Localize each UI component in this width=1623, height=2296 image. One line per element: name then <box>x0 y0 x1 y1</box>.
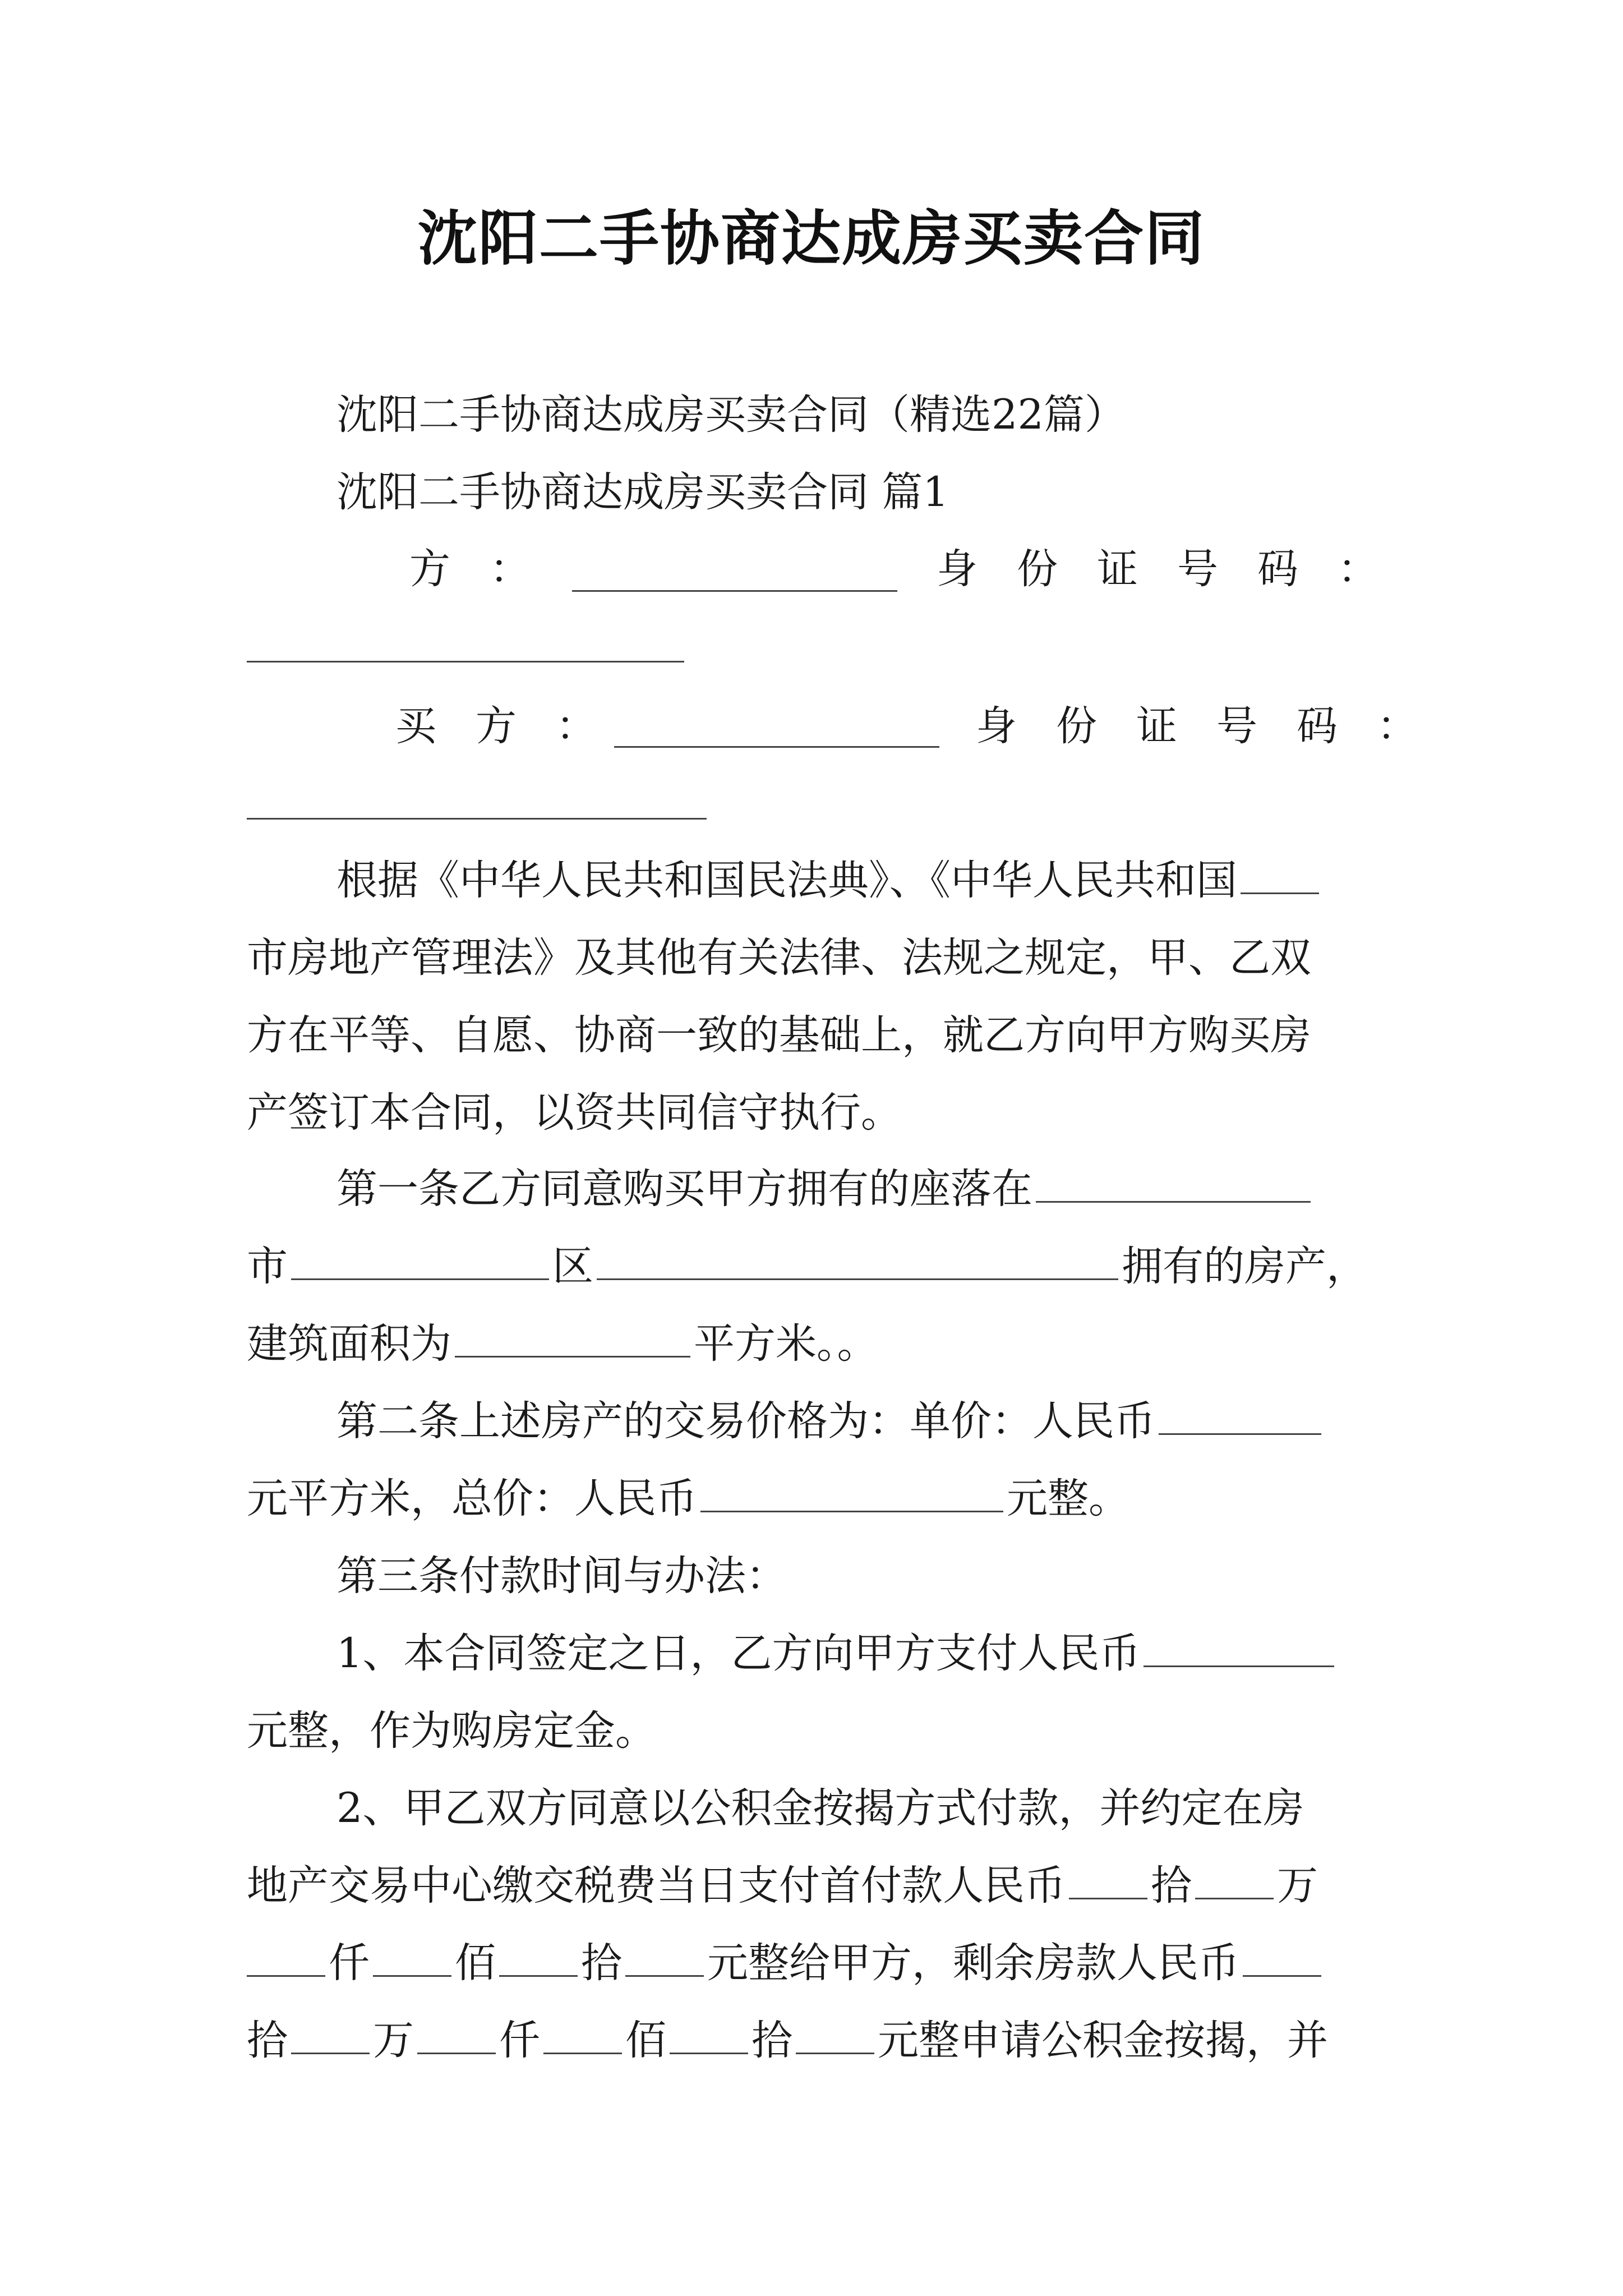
document-title: 沈阳二手协商达成房买卖合同 <box>418 203 1205 273</box>
article-1-line: 建筑面积为 平方米。。 <box>247 1316 878 1372</box>
article-3-line: 第三条付款时间与办法： <box>336 1552 787 1600</box>
article-1-line: 市 区 拥有的房产， <box>247 1239 1367 1295</box>
item-2-line: 拾 万 仟 佰 拾 元整申请公积金按揭，并 <box>247 2013 1328 2069</box>
paragraph-line: 根据《中华人民共和国民法典》、《中华人民共和国 <box>336 853 1322 909</box>
seller-label: 方： <box>409 545 570 593</box>
paragraph-line: 产签订本合同，以资共同信守执行。 <box>247 1089 902 1137</box>
seller-id-blank <box>247 661 684 662</box>
document-subtitle: 沈阳二手协商达成房买卖合同（精选22篇） <box>336 391 1126 439</box>
article-2-line: 第二条上述房产的交易价格为：单价：人民币 <box>336 1393 1325 1450</box>
buyer-name-blank <box>614 746 939 748</box>
seller-id-label: 身份证号码： <box>937 545 1418 593</box>
paragraph-line: 方在平等、自愿、协商一致的基础上，就乙方向甲方购买房 <box>247 1011 1311 1059</box>
article-1-line: 第一条乙方同意购买甲方拥有的座落在 <box>336 1161 1314 1217</box>
item-2-line: 仟 佰 拾 元整给甲方，剩余房款人民币 <box>247 1935 1325 1991</box>
item-2-line: 地产交易中心缴交税费当日支付首付款人民币 拾 万 <box>247 1858 1318 1914</box>
buyer-id-blank <box>247 818 707 820</box>
seller-name-blank <box>572 590 897 592</box>
buyer-id-label: 身份证号码： <box>976 702 1457 750</box>
item-1-line: 1、本合同签定之日，乙方向甲方支付人民币 <box>336 1626 1338 1682</box>
paragraph-line: 市房地产管理法》及其他有关法律、法规之规定，甲、乙双 <box>247 934 1311 982</box>
item-2-line: 2、甲乙双方同意以公积金按揭方式付款，并约定在房 <box>336 1784 1304 1832</box>
section-title: 沈阳二手协商达成房买卖合同 篇1 <box>336 468 949 516</box>
article-2-line: 元平方米，总价：人民币 元整。 <box>247 1471 1129 1527</box>
buyer-label: 买方： <box>395 702 636 750</box>
item-1-line: 元整，作为购房定金。 <box>247 1707 656 1755</box>
